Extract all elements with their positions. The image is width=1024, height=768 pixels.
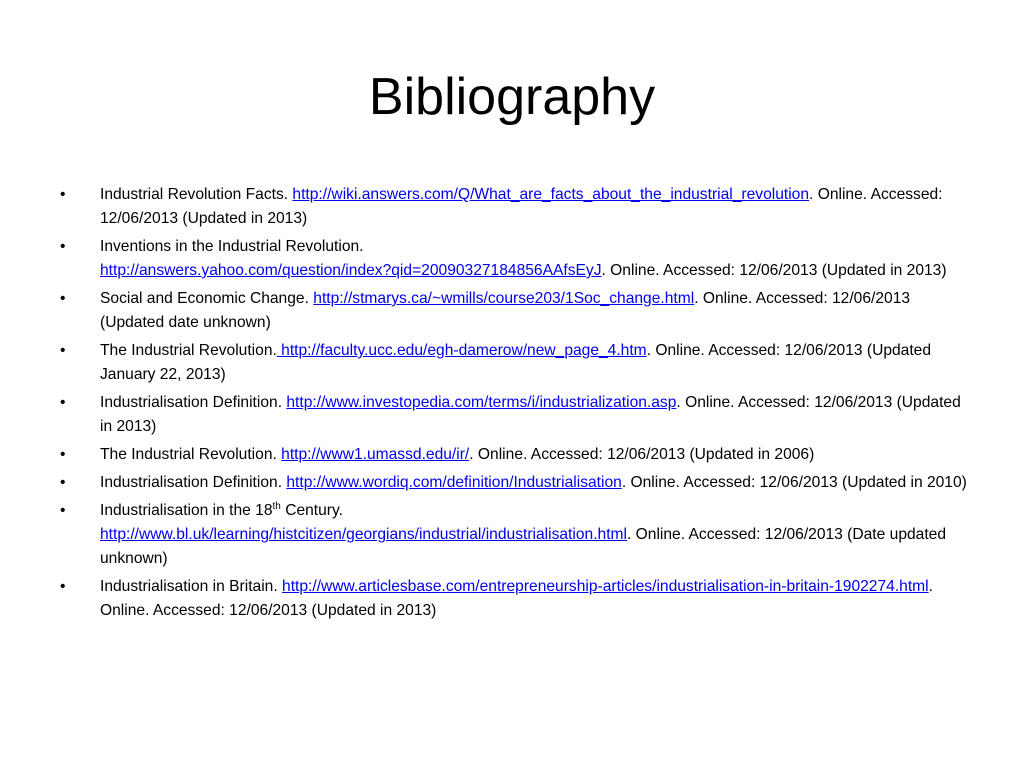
reference-title: The Industrial Revolution. <box>100 342 277 359</box>
bullet-icon: • <box>60 446 66 463</box>
reference-title <box>100 502 343 519</box>
reference-title-end: Century. <box>280 502 343 519</box>
list-item <box>57 499 977 571</box>
reference-title: The Industrial Revolution. <box>100 446 277 463</box>
list-item <box>57 339 977 387</box>
reference-link[interactable]: http://www.bl.uk/learning/histcitizen/georgians/industrial/industrialisation.html <box>100 526 627 543</box>
reference-link[interactable]: http://www1.umassd.edu/ir/ <box>281 446 470 463</box>
reference-link[interactable]: http://www.wordiq.com/definition/Industrialisation <box>286 474 622 491</box>
reference-link[interactable]: http://stmarys.ca/~wmills/course203/1Soc_change.html <box>313 290 695 307</box>
reference-link[interactable]: http://wiki.answers.com/Q/What_are_facts_about_the_industrial_revolution <box>292 186 810 203</box>
reference-title: Industrialisation in Britain. <box>100 578 278 595</box>
bullet-icon: • <box>60 186 66 203</box>
reference-suffix: . Online. Accessed: 12/06/2013 (Updated in 2013) <box>100 394 961 435</box>
ordinal-superscript: th <box>272 500 281 512</box>
reference-suffix: . Online. Accessed: 12/06/2013 (Updated in 2013) <box>601 262 947 279</box>
list-item <box>57 471 977 495</box>
bullet-icon: • <box>60 238 66 255</box>
bullet-icon: • <box>60 474 66 491</box>
reference-title: Industrial Revolution Facts. <box>100 186 289 203</box>
reference-suffix: . Online. Accessed: 12/06/2013 (Date updated unknown) <box>100 526 947 567</box>
list-item <box>57 575 977 623</box>
reference-suffix: . Online. Accessed: 12/06/2013 (Updated date unknown) <box>100 290 911 331</box>
bullet-icon: • <box>60 394 66 411</box>
reference-title: Social and Economic Change. <box>100 290 309 307</box>
bullet-icon: • <box>60 342 66 359</box>
reference-suffix: . Online. Accessed: 12/06/2013 (Updated in 2013) <box>100 186 943 227</box>
reference-link[interactable]: http://faculty.ucc.edu/egh-damerow/new_page_4.htm <box>276 342 647 359</box>
reference-suffix: . Online. Accessed: 12/06/2013 (Updated in 2013) <box>100 578 933 619</box>
bullet-icon: • <box>60 502 66 519</box>
reference-title-main: Industrialisation in the 18 <box>100 502 273 519</box>
bullet-icon: • <box>60 290 66 307</box>
list-item <box>57 287 977 335</box>
reference-link[interactable]: http://www.investopedia.com/terms/i/industrialization.asp <box>286 394 677 411</box>
list-item <box>57 183 977 231</box>
reference-link[interactable]: http://answers.yahoo.com/question/index?qid=20090327184856AAfsEyJ <box>100 262 602 279</box>
slide-title: Bibliography <box>368 68 656 126</box>
bullet-icon: • <box>60 578 66 595</box>
reference-suffix: . Online. Accessed: 12/06/2013 (Updated January 22, 2013) <box>100 342 932 383</box>
reference-suffix: . Online. Accessed: 12/06/2013 (Updated in 2010) <box>621 474 967 491</box>
reference-suffix: . Online. Accessed: 12/06/2013 (Updated in 2006) <box>469 446 815 463</box>
reference-list <box>57 183 977 627</box>
reference-link[interactable]: http://www.articlesbase.com/entrepreneurship-articles/industrialisation-in-britain-1902274.html <box>282 578 929 595</box>
reference-title: Inventions in the Industrial Revolution. <box>100 238 364 255</box>
list-item <box>57 391 977 439</box>
list-item <box>57 235 977 283</box>
reference-title: Industrialisation Definition. <box>100 474 283 491</box>
list-item <box>57 443 977 467</box>
reference-title: Industrialisation Definition. <box>100 394 283 411</box>
